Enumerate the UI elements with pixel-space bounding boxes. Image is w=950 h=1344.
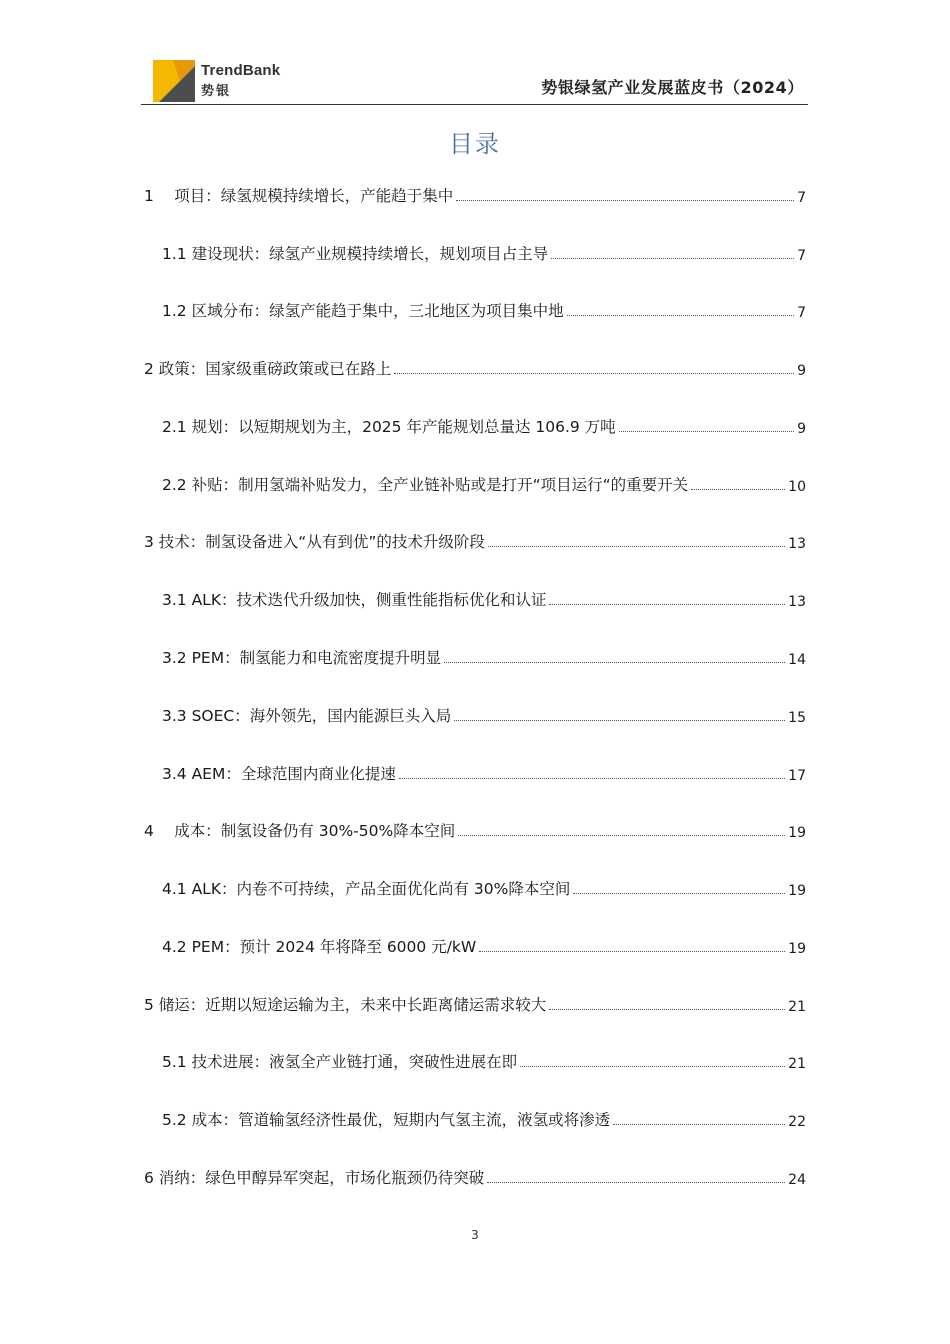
toc-entry-title: 1.2 区域分布：绿氢产能趋于集中，三北地区为项目集中地	[162, 302, 564, 320]
toc-entry-page: 9	[797, 363, 806, 379]
toc-entry-title: 5.1 技术进展：液氢全产业链打通，突破性进展在即	[162, 1053, 518, 1071]
toc-title: 目录	[449, 130, 501, 158]
toc-entry-title: 5 储运：近期以短途运输为主，未来中长距离储运需求较大	[144, 996, 547, 1014]
toc-entry-title: 4.2 PEM：预计 2024 年将降至 6000 元/kW	[162, 938, 477, 956]
toc-entry-title: 2.1 规划：以短期规划为主，2025 年产能规划总量达 106.9 万吨	[162, 418, 616, 436]
toc-leader-dots	[454, 720, 785, 721]
toc-entry-page: 10	[788, 479, 806, 495]
toc-entry-page: 7	[797, 190, 806, 206]
toc-entry-title: 3.1 ALK：技术迭代升级加快，侧重性能指标优化和认证	[162, 591, 547, 609]
toc-entry-page: 7	[797, 248, 806, 264]
trendbank-logo-icon	[153, 60, 195, 102]
toc-entry-page: 7	[797, 305, 806, 321]
toc-leader-dots	[549, 1009, 785, 1010]
page-header	[141, 56, 808, 105]
toc-entry-title: 1 项目：绿氢规模持续增长，产能趋于集中	[144, 187, 454, 205]
toc-entry[interactable]	[162, 465, 806, 495]
toc-leader-dots	[549, 604, 785, 605]
toc-entry[interactable]	[162, 580, 806, 610]
toc-entry-page: 17	[788, 768, 806, 784]
toc-leader-dots	[567, 315, 794, 316]
toc-entry-page: 9	[797, 421, 806, 437]
toc-leader-dots	[573, 893, 785, 894]
toc-leader-dots	[444, 662, 785, 663]
toc-entry-page: 14	[788, 652, 806, 668]
toc-entry-page: 13	[788, 594, 806, 610]
toc-entry-title: 3 技术：制氢设备进入“从有到优”的技术升级阶段	[144, 533, 485, 551]
toc-entry[interactable]	[144, 1158, 806, 1188]
logo-text-cn: 势银	[201, 84, 232, 99]
toc-entry[interactable]	[144, 349, 806, 379]
toc-entry-title: 2.2 补贴：制用氢端补贴发力，全产业链补贴或是打开“项目运行“的重要开关	[162, 476, 689, 494]
toc-entry[interactable]	[144, 811, 806, 841]
toc-entry[interactable]	[162, 407, 806, 437]
toc-leader-dots	[613, 1124, 785, 1125]
toc-entry-page: 21	[788, 999, 806, 1015]
toc-leader-dots	[479, 951, 785, 952]
toc-entry[interactable]	[162, 754, 806, 784]
toc-leader-dots	[488, 546, 785, 547]
document-title: 势银绿氢产业发展蓝皮书（2024）	[541, 78, 804, 97]
toc-entry-page: 15	[788, 710, 806, 726]
toc-entry[interactable]	[162, 291, 806, 321]
toc-entry-page: 19	[788, 825, 806, 841]
toc-entry[interactable]	[162, 234, 806, 264]
toc-entry[interactable]	[162, 927, 806, 957]
toc-entry-page: 19	[788, 941, 806, 957]
toc-entry[interactable]	[144, 522, 806, 552]
toc-entry-title: 6 消纳：绿色甲醇异军突起，市场化瓶颈仍待突破	[144, 1169, 485, 1187]
toc-leader-dots	[520, 1066, 785, 1067]
toc-entry[interactable]	[144, 176, 806, 206]
logo-text-en: TrendBank	[201, 62, 281, 79]
toc-entry[interactable]	[162, 1042, 806, 1072]
toc-leader-dots	[456, 200, 794, 201]
toc-leader-dots	[619, 431, 794, 432]
page-number: 3	[471, 1228, 479, 1242]
toc-entry-title: 4.1 ALK：内卷不可持续，产品全面优化尚有 30%降本空间	[162, 880, 571, 898]
toc-entry[interactable]	[162, 696, 806, 726]
toc-leader-dots	[458, 835, 785, 836]
toc-entry-page: 22	[788, 1114, 806, 1130]
toc-leader-dots	[691, 489, 785, 490]
toc-entry-title: 2 政策：国家级重磅政策或已在路上	[144, 360, 392, 378]
toc-entry-title: 1.1 建设现状：绿氢产业规模持续增长，规划项目占主导	[162, 245, 549, 263]
toc-entry[interactable]	[162, 1100, 806, 1130]
toc-entry-title: 4 成本：制氢设备仍有 30%-50%降本空间	[144, 822, 456, 840]
toc-leader-dots	[487, 1182, 785, 1183]
toc-entry-title: 5.2 成本：管道输氢经济性最优，短期内气氢主流，液氢或将渗透	[162, 1111, 611, 1129]
toc-entry-title: 3.2 PEM：制氢能力和电流密度提升明显	[162, 649, 442, 667]
toc-leader-dots	[394, 373, 794, 374]
toc-entry-title: 3.4 AEM：全球范围内商业化提速	[162, 765, 396, 783]
toc-entry-page: 19	[788, 883, 806, 899]
toc-entry[interactable]	[162, 638, 806, 668]
toc-entry-page: 24	[788, 1172, 806, 1188]
toc-leader-dots	[551, 258, 794, 259]
toc-entry[interactable]	[144, 985, 806, 1015]
toc-leader-dots	[399, 778, 785, 779]
toc-entry-page: 13	[788, 536, 806, 552]
toc-entry-page: 21	[788, 1056, 806, 1072]
toc-entry-title: 3.3 SOEC：海外领先，国内能源巨头入局	[162, 707, 452, 725]
toc-entry[interactable]	[162, 869, 806, 899]
